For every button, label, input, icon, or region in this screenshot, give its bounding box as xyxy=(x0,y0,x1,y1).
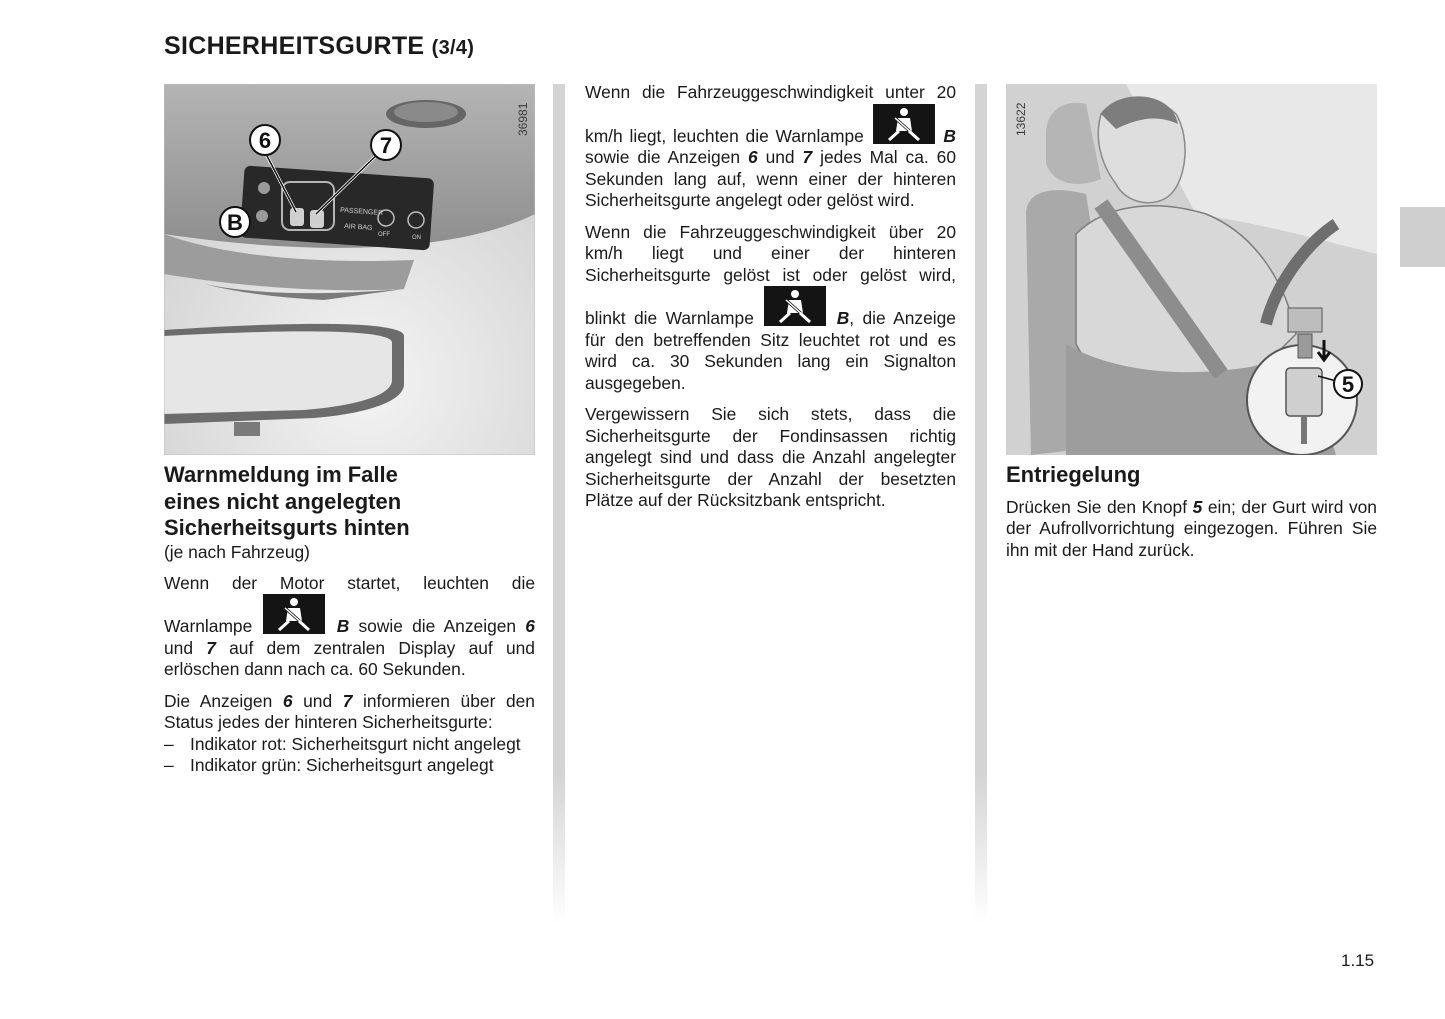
list-item: – Indikator rot: Sicherheitsgurt nicht angelegt xyxy=(164,733,521,754)
callout-5: 5 xyxy=(1341,372,1355,397)
callout-7: 7 xyxy=(379,133,393,158)
page-title: SICHERHEITSGURTE (3/4) xyxy=(164,32,475,60)
callout-6: 6 xyxy=(258,128,272,153)
panel-label-off: OFF xyxy=(378,232,390,238)
page-title-sub: (3/4) xyxy=(431,37,475,59)
col1-paragraph-2: Die Anzeigen 6 und 7 informieren über den Status jedes der hinteren Sicherheitsgurte: xyxy=(164,690,535,732)
belt-release-illustration xyxy=(1006,84,1377,455)
heading-line-2: eines nicht angelegten xyxy=(164,488,402,514)
col2-paragraph-2: Wenn die Fahrzeuggeschwindigkeit über 20 km/h liegt und einer der hinteren Sicherheitsgurte gelöst ist oder gelöst wird, blinkt die Warnlampe B, die Anzeige für den betreffenden Sitz leuchtet rot und es wird ca. 30 Sekunden lang ein Signalton ausgegeben. xyxy=(585,221,956,393)
heading-line-3: Sicherheitsgurts hinten xyxy=(164,515,410,540)
list-item: – Indikator grün: Sicherheitsgurt angelegt xyxy=(164,754,494,775)
panel-label-on: ON xyxy=(412,235,421,241)
seatbelt-warning-icon xyxy=(263,594,325,634)
column-divider-left xyxy=(553,84,565,924)
page-number: 1.15 xyxy=(1341,951,1375,970)
warning-section-heading xyxy=(164,462,535,542)
release-section-heading: Entriegelung xyxy=(1006,462,1141,487)
column-3 xyxy=(1006,462,1377,571)
chapter-tab-marker xyxy=(1400,207,1445,267)
figure-number-right: 13622 xyxy=(1014,102,1028,136)
figure-number-left: 36981 xyxy=(516,102,530,136)
indicator-list xyxy=(164,734,535,776)
column-2 xyxy=(585,82,956,522)
heading-line-1: Warnmeldung im Falle xyxy=(164,462,398,487)
col3-paragraph-1: Drücken Sie den Knopf 5 ein; der Gurt wird von der Aufrollvorrichtung eingezogen. Führen Sie ihn mit der Hand zurück. xyxy=(1006,496,1377,560)
col2-paragraph-1: Wenn die Fahrzeuggeschwindigkeit unter 20 km/h liegt, leuchten die Warnlampe B sowie die Anzeigen 6 und 7 jedes Mal ca. 60 Sekunden lang auf, wenn einer der hinteren Sicherheitsgurte angelegt oder gelöst wird. xyxy=(585,82,956,210)
col2-paragraph-3: Vergewissern Sie sich stets, dass die Sicherheitsgurte der Fondinsassen richtig angelegt sind und dass die Anzahl angelegter Sicherheitsgurte der Anzahl der besetzten Plätze auf der Rücksitzbank entspricht. xyxy=(585,404,956,510)
figure-roof-console xyxy=(164,84,535,455)
panel-label-passenger: PASSENGER xyxy=(339,207,384,217)
callout-b: B xyxy=(227,210,243,235)
vehicle-note: (je nach Fahrzeug) xyxy=(164,541,310,562)
column-divider-right xyxy=(975,84,987,924)
seatbelt-warning-icon xyxy=(873,104,935,144)
column-1 xyxy=(164,462,535,776)
roof-console-illustration xyxy=(164,84,535,455)
figure-belt-release xyxy=(1006,84,1377,455)
panel-label-airbag: AIR BAG xyxy=(343,223,373,232)
col1-paragraph-1: Wenn der Motor startet, leuchten die Warnlampe B sowie die Anzeigen 6 und 7 auf dem zentralen Display auf und erlöschen dann nach ca. 60 Sekunden. xyxy=(164,572,535,679)
seatbelt-warning-icon xyxy=(764,286,826,326)
